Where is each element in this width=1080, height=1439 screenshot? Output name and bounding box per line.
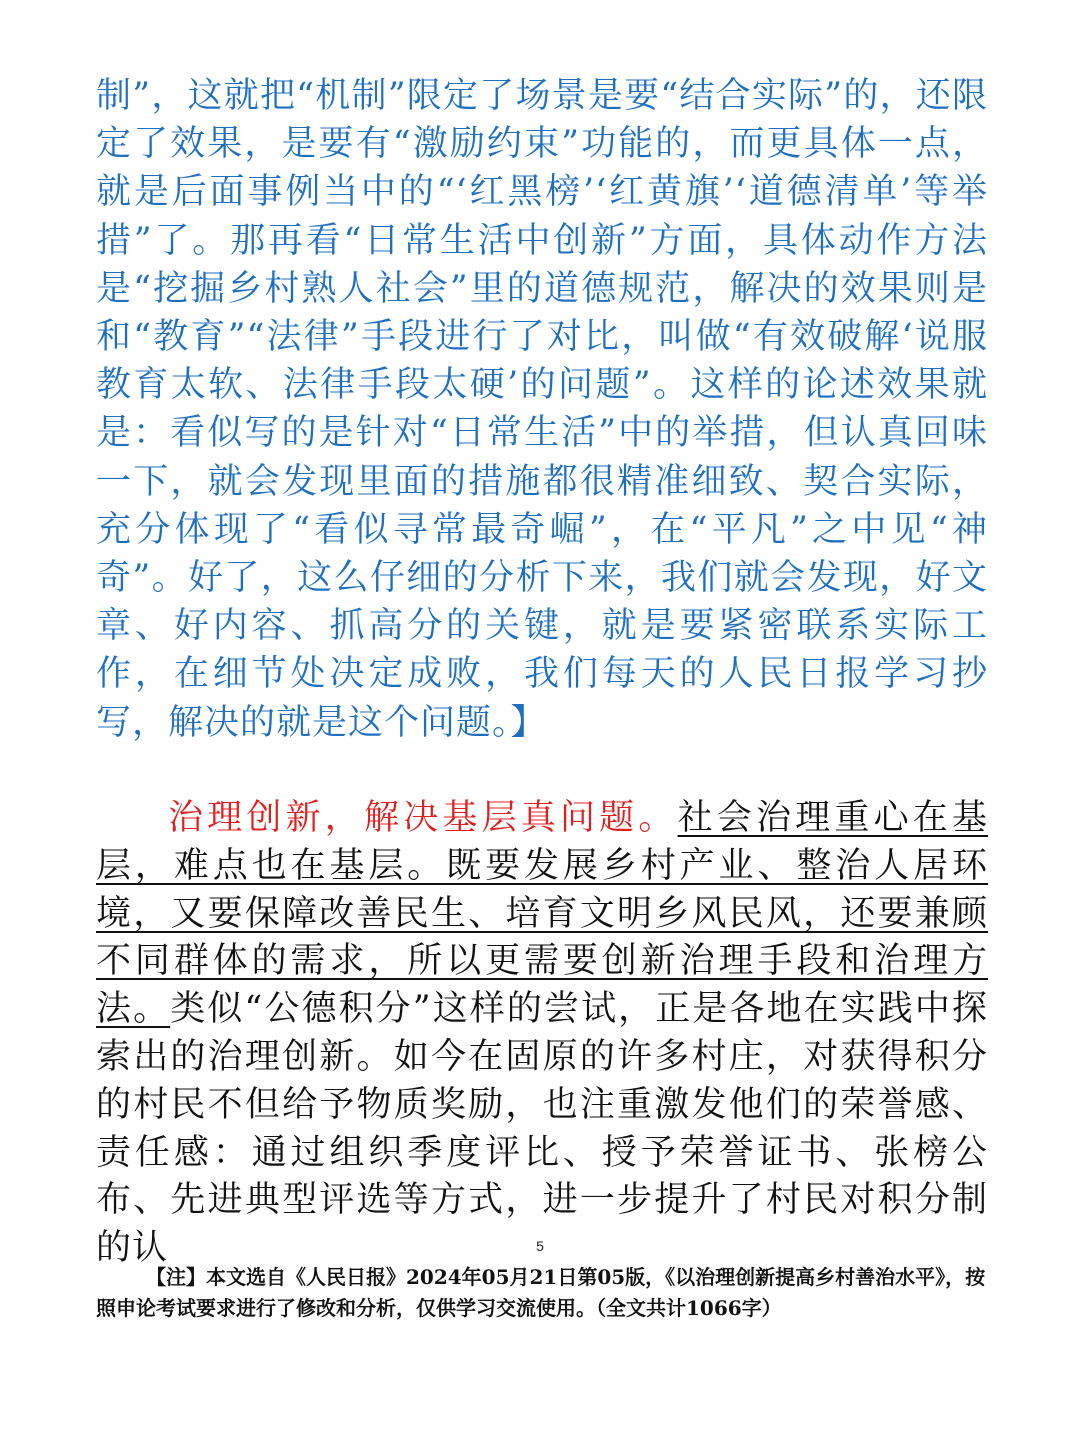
- body-paragraph: [96, 795, 988, 1273]
- underlined-key-sentence: 社会治理重心在基层，难点也在基层。既要发展乡村产业、整治人居环境，又要保障改善民生、培育文明乡风民风，还要兼顾不同群体的需求，所以更需要创新治理手段和治理方法。: [96, 798, 988, 1030]
- body-text-continuation: 类似“公德积分”这样的尝试，正是各地在实践中探索出的治理创新。如今在固原的许多村庄，对获得积分的村民不但给予物质奖励，也注重激发他们的荣誉感、责任感：通过组织季度评比、授予荣誉证书、张榜公布、先进典型评选等方式，进一步提升了村民对积分制的认: [96, 989, 988, 1269]
- analysis-paragraph: 制”，这就把“机制”限定了场景是要“结合实际”的，还限定了效果，是要有“激励约束”功能的，而更具体一点，就是后面事例当中的“‘红黑榜’‘红黄旗’‘道德清单’等举措”了。那再看“日常生活中创新”方面，具体动作方法是“挖掘乡村熟人社会”里的道德规范，解决的效果则是和“教育”“法律”手段进行了对比，叫做“有效破解‘说服教育太软、法律手段太硬’的问题”。这样的论述效果就是：看似写的是针对“日常生活”中的举措，但认真回味一下，就会发现里面的措施都很精准细致、契合实际，充分体现了“看似寻常最奇崛”，在“平凡”之中见“神奇”。好了，这么仔细的分析下来，我们就会发现，好文章、好内容、抓高分的关键，就是要紧密联系实际工作，在细节处决定成败，我们每天的人民日报学习抄写，解决的就是这个问题。】: [96, 76, 988, 743]
- source-footnote: 【注】本文选自《人民日报》2024年05月21日第05版，《以治理创新提高乡村善治水平》，按照申论考试要求进行了修改和分析，仅供学习交流使用。（全文共计1066字）: [96, 1265, 986, 1320]
- page-number: 5: [536, 1238, 544, 1254]
- section-heading: 治理创新，解决基层真问题。: [168, 798, 678, 838]
